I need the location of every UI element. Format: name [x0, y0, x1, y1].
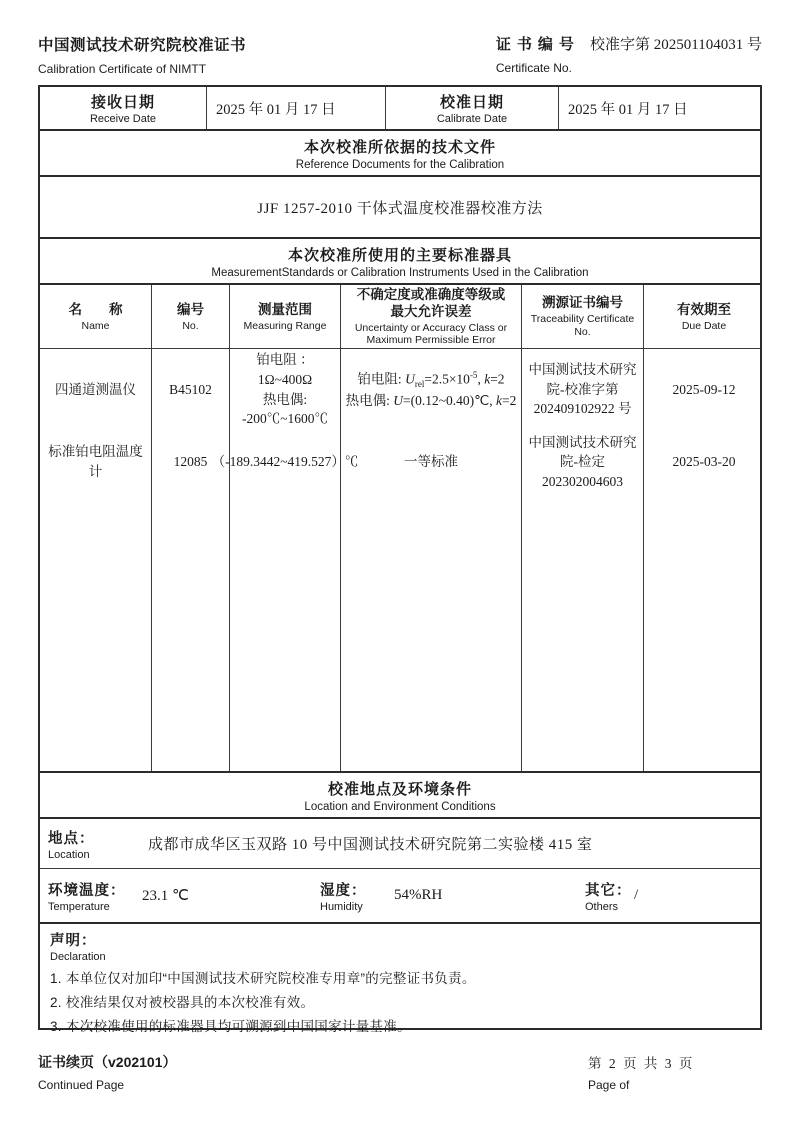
empty-cell — [230, 494, 341, 771]
temperature-label: 环境温度： Temperature — [48, 882, 126, 913]
declaration-item-3: 3. 本次校准使用的标准器具均可溯源到中国国家计量基准。 — [50, 1019, 411, 1034]
row1-name: 四通道测温仪 — [40, 349, 152, 430]
humidity-value: 54%RH — [394, 887, 443, 903]
declaration-label-cn: 声明： — [50, 933, 97, 949]
location-section-title — [40, 773, 760, 819]
calibrate-date-value: 2025 年 01 月 17 日 — [568, 101, 688, 118]
row1-uncertainty — [341, 349, 522, 430]
others-value: / — [634, 887, 639, 903]
declaration-label-en: Declaration — [50, 951, 106, 963]
standards-table-body — [40, 349, 760, 773]
standards-section-title — [40, 239, 760, 285]
calibrate-date-label — [386, 87, 559, 129]
row1-uncertainty-line2: 热电偶: U=(0.12~0.40)℃, k=2 — [345, 392, 517, 408]
continued-page-cn: 证书续页（v202101） — [38, 1054, 177, 1070]
continued-page-en: Continued Page — [38, 1078, 125, 1092]
location-row — [40, 819, 760, 869]
calibrate-date-label-cn: 校准日期 — [439, 94, 504, 111]
row2-due-date: 2025-03-20 — [672, 454, 736, 470]
col-header-traceability: 溯源证书编号 Traceability Certificate No. — [522, 285, 644, 349]
declaration-section — [40, 924, 760, 1034]
location-title-cn: 校准地点及环境条件 — [327, 781, 472, 798]
empty-cell — [40, 494, 152, 771]
row1-traceability: 中国测试技术研究院-校准字第 202409102922 号 — [522, 349, 644, 430]
certificate-body — [38, 85, 762, 1034]
certificate-title-en: Calibration Certificate of NIMTT — [38, 62, 207, 76]
certificate-title-cn: 中国测试技术研究院校准证书 — [38, 37, 247, 54]
col-header-no: 编号 No. — [152, 285, 230, 349]
row1-due-date: 2025-09-12 — [672, 381, 736, 397]
row2-traceability: 中国测试技术研究院-检定 202302004603 — [522, 430, 644, 494]
location-value: 成都市成华区玉双路 10 号中国测试技术研究院第二实验楼 415 室 — [148, 837, 593, 853]
standards-title-cn: 本次校准所使用的主要标准器具 — [287, 247, 512, 264]
reference-section-title — [40, 131, 760, 177]
col-header-measuring-range: 测量范围 Measuring Range — [230, 285, 341, 349]
empty-cell — [341, 494, 522, 771]
row2-no: 12085 — [152, 430, 230, 494]
certificate-number-label-en: Certificate No. — [495, 61, 572, 75]
location-label: 地点： Location — [48, 830, 95, 861]
row2-uncertainty: 一等标准 — [341, 430, 522, 494]
page-number-en: Page of — [588, 1078, 630, 1092]
declaration-item-2: 2. 校准结果仅对被校器具的本次校准有效。 — [50, 995, 315, 1010]
receive-date-value: 2025 年 01 月 17 日 — [207, 87, 386, 129]
page-number-block — [588, 1052, 694, 1092]
environment-row — [40, 869, 760, 924]
others-label: 其它： Others — [585, 882, 632, 913]
standards-table-header — [40, 285, 760, 349]
row2-name: 标准铂电阻温度计 — [40, 430, 152, 494]
row1-no: B45102 — [152, 349, 230, 430]
row1-measuring-range: 铂电阻 ：1Ω~400Ω 热电偶: -200℃~1600℃ — [230, 349, 341, 430]
empty-cell — [644, 494, 764, 771]
dates-row — [40, 87, 760, 131]
reference-title-cn: 本次校准所依据的技术文件 — [303, 139, 496, 156]
col-header-name: 名 称 Name — [40, 285, 152, 349]
location-title-en: Location and Environment Conditions — [304, 801, 496, 813]
receive-date-label — [40, 87, 207, 129]
empty-cell — [522, 494, 644, 771]
declaration-item-1: 1. 本单位仅对加印“中国测试技术研究院校准专用章”的完整证书负责。 — [50, 971, 476, 986]
page-footer — [38, 1052, 762, 1092]
page-header — [38, 33, 762, 76]
empty-cell — [152, 494, 230, 771]
certificate-number-line — [496, 33, 762, 54]
certificate-number-value: 校准字第 202501104031 号 — [590, 37, 762, 53]
row2-measuring-range: （-189.3442~419.527）℃ — [230, 430, 341, 494]
page-number-cn: 第 2 页 共 3 页 — [588, 1056, 695, 1071]
certificate-number-block — [496, 33, 762, 76]
reference-title-en: Reference Documents for the Calibration — [295, 159, 505, 171]
standards-title-en: MeasurementStandards or Calibration Instruments Used in the Calibration — [211, 267, 589, 279]
humidity-label: 湿度： Humidity — [320, 882, 367, 913]
reference-document-text: JJF 1257-2010 干体式温度校准器校准方法 — [40, 177, 760, 239]
certificate-title-block — [38, 33, 246, 76]
calibrate-date-label-en: Calibrate Date — [436, 113, 508, 125]
temperature-value: 23.1 ℃ — [142, 888, 189, 904]
row1-uncertainty-line1: 铂电阻: $U_{rel}=2.5\times 10^{-5}$, k=2 — [357, 369, 505, 389]
col-header-due-date: 有效期至 Due Date — [677, 301, 731, 332]
receive-date-label-en: Receive Date — [89, 113, 157, 125]
receive-date-label-cn: 接收日期 — [90, 94, 155, 111]
certificate-number-label-cn: 证书编号 — [495, 36, 580, 53]
col-header-uncertainty: 不确定度或准确度等级或最大允许误差 Uncertainty or Accuracy Class or Maximum Permissible Error — [341, 285, 522, 349]
